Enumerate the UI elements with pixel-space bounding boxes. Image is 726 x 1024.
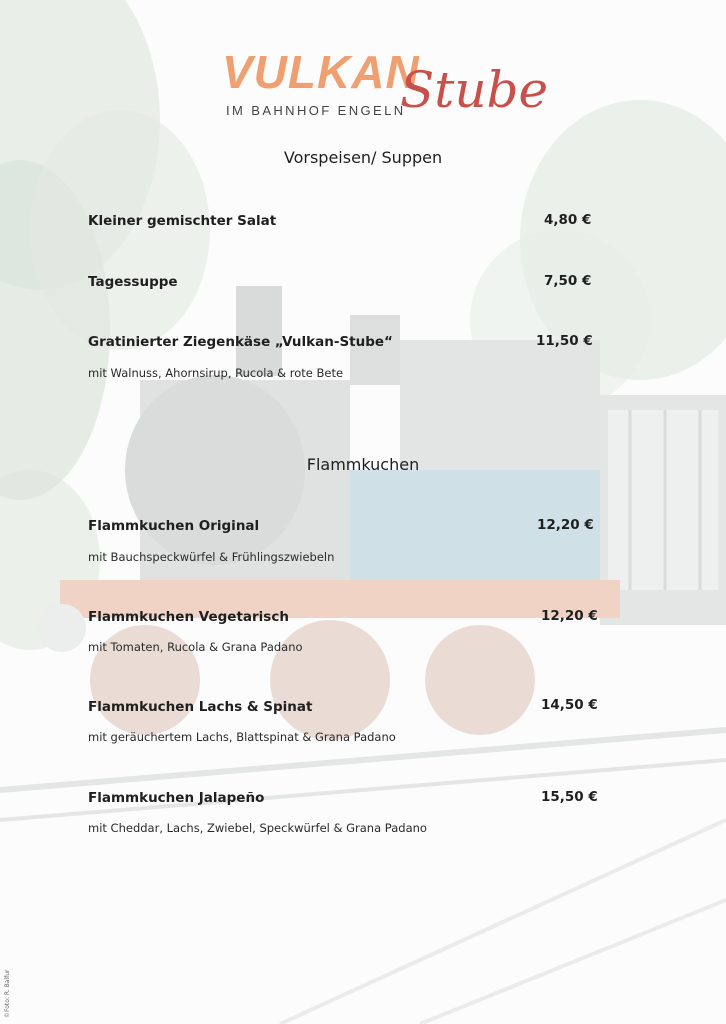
section-title-flammkuchen: Flammkuchen [306,455,420,474]
logo-subtitle: IM BAHNHOF ENGELN [226,103,406,118]
menu-item-description: mit Cheddar, Lachs, Zwiebel, Speckwürfel & Grana Padano [88,821,427,835]
menu-item-description: mit Tomaten, Rucola & Grana Padano [88,640,303,654]
menu-item-price: 12,20 € [541,608,598,624]
menu-item-price: 7,50 € [544,273,592,289]
menu-item-name: Flammkuchen Jalapeño [88,790,265,806]
logo-wordmark: VULKAN [222,46,420,98]
menu-item-price: 12,20 € [537,517,594,533]
menu-item-description: mit Bauchspeckwürfel & Frühlingszwiebeln [88,550,335,564]
menu-item-name: Flammkuchen Lachs & Spinat [88,699,313,715]
restaurant-logo [222,46,549,128]
menu-item-price: 15,50 € [541,789,598,805]
logo-script: Stube [400,61,549,119]
menu-item-name: Gratinierter Ziegenkäse „Vulkan-Stube“ [88,334,393,350]
menu-item-name: Tagessuppe [88,274,178,290]
menu-item-name: Kleiner gemischter Salat [88,213,277,229]
menu-item-price: 4,80 € [544,212,592,228]
section-title-starters: Vorspeisen/ Suppen [283,148,443,167]
menu-item-name: Flammkuchen Original [88,518,260,534]
menu-item-price: 11,50 € [536,333,593,349]
photo-credit: ©Foto: R. Balfur [4,969,11,1018]
menu-item-description: mit Walnuss, Ahornsirup, Rucola & rote Bete [88,366,344,380]
menu-item-description: mit geräuchertem Lachs, Blattspinat & Grana Padano [88,730,396,744]
menu-item-name: Flammkuchen Vegetarisch [88,609,289,625]
menu-item-price: 14,50 € [541,697,598,713]
